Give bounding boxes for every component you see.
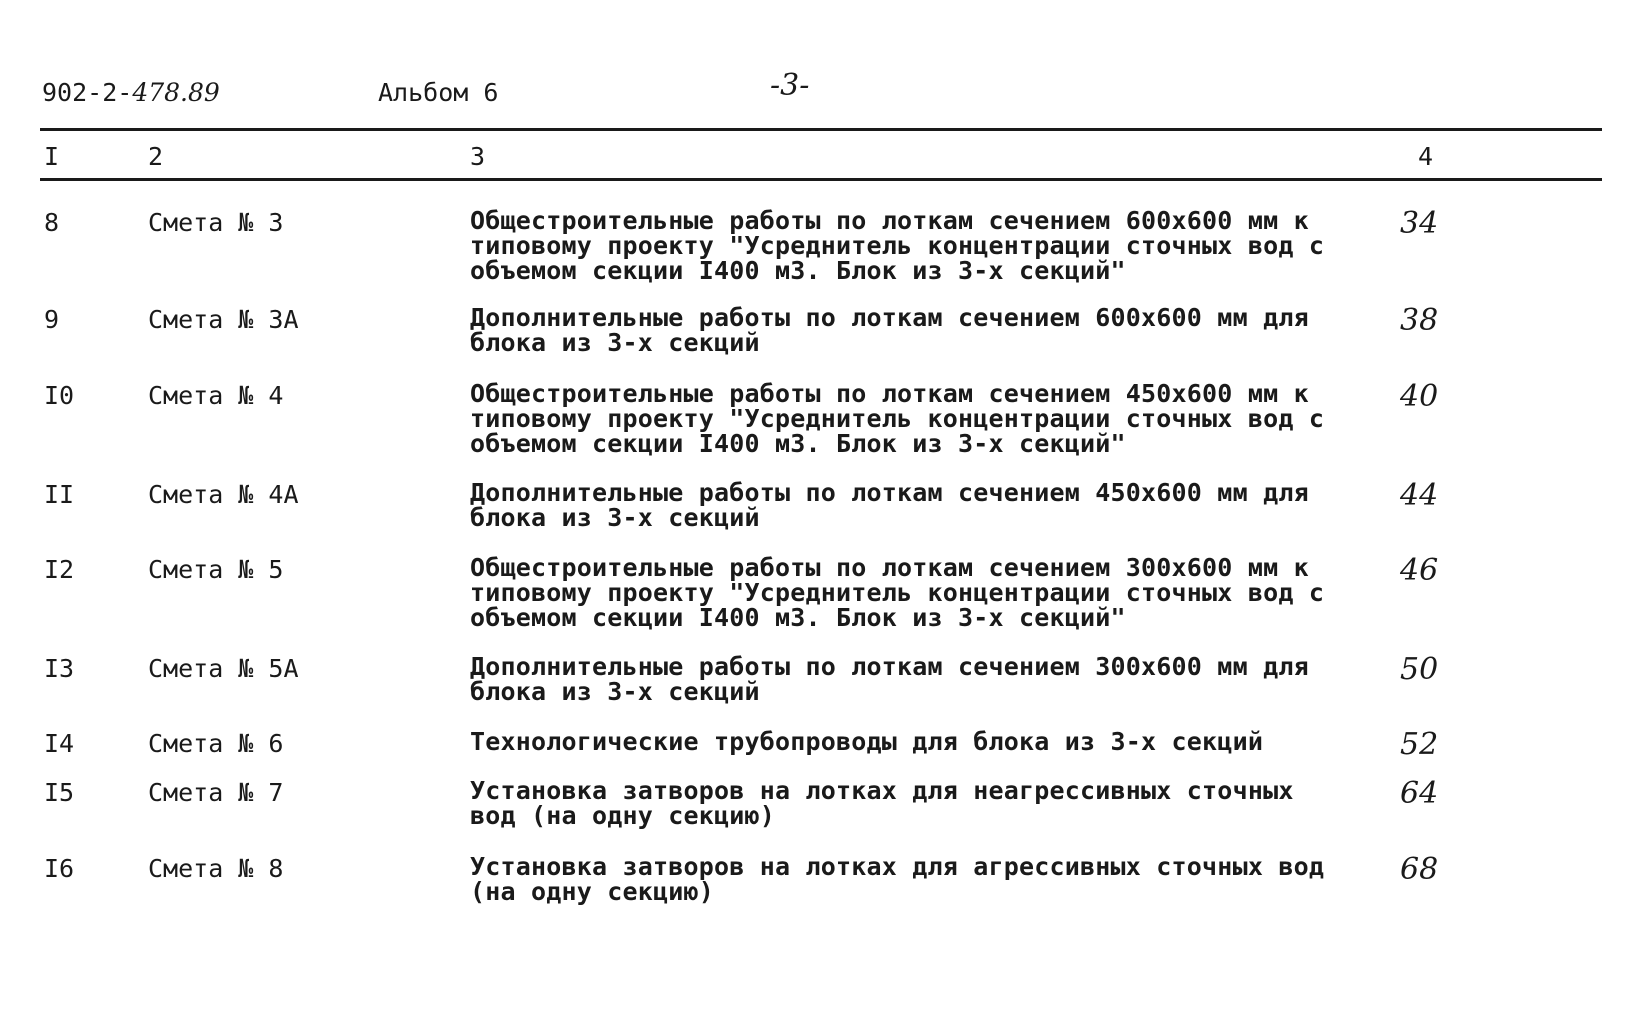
table-header-rule: [40, 178, 1602, 181]
row-number: II: [44, 480, 75, 509]
row-number: I6: [44, 854, 75, 883]
page-ref: 44: [1400, 478, 1439, 513]
estimate-name: Смета № 3А: [148, 305, 299, 334]
column-header-4: 4: [1418, 142, 1434, 171]
estimate-name: Смета № 5А: [148, 654, 299, 683]
page-ref: 64: [1400, 776, 1439, 811]
estimate-name: Смета № 3: [148, 208, 284, 237]
row-number: I4: [44, 729, 75, 758]
document-code-handwritten: 478.89: [132, 78, 220, 107]
work-description: Общестроительные работы по лоткам сечением 600x600 мм к типовому проекту "Усреднитель концентрации сточных вод с объемом секции I400 м3. Блок из 3-х секций": [470, 206, 1325, 285]
estimate-name: Смета № 8: [148, 854, 284, 883]
work-description: Дополнительные работы по лоткам сечением 300x600 мм для блока из 3-х секций: [470, 652, 1309, 706]
work-description: Дополнительные работы по лоткам сечением 600x600 мм для блока из 3-х секций: [470, 303, 1309, 357]
work-description: Технологические трубопроводы для блока из 3-х секций: [470, 727, 1264, 756]
page-number: -3-: [770, 68, 810, 103]
estimate-name: Смета № 4А: [148, 480, 299, 509]
work-description: Общестроительные работы по лоткам сечением 450x600 мм к типовому проекту "Усреднитель концентрации сточных вод с объемом секции I400 м3. Блок из 3-х секций": [470, 379, 1325, 458]
page-ref: 68: [1400, 852, 1439, 887]
document-code-printed: 902-2-: [42, 78, 133, 107]
estimate-name: Смета № 7: [148, 778, 284, 807]
row-number: I0: [44, 381, 75, 410]
column-header-3: 3: [470, 142, 486, 171]
row-number: I3: [44, 654, 75, 683]
estimate-name: Смета № 5: [148, 555, 284, 584]
album-label: Альбом 6: [378, 78, 499, 107]
work-description: Дополнительные работы по лоткам сечением 450x600 мм для блока из 3-х секций: [470, 478, 1309, 532]
work-description: Общестроительные работы по лоткам сечением 300x600 мм к типовому проекту "Усреднитель концентрации сточных вод с объемом секции I400 м3. Блок из 3-х секций": [470, 553, 1325, 632]
page-ref: 40: [1400, 379, 1439, 414]
page-ref: 50: [1400, 652, 1439, 687]
estimate-name: Смета № 4: [148, 381, 284, 410]
page-ref: 38: [1400, 303, 1439, 338]
row-number: I5: [44, 778, 75, 807]
column-header-2: 2: [148, 142, 164, 171]
work-description: Установка затворов на лотках для неагрессивных сточных вод (на одну секцию): [470, 776, 1294, 830]
page-ref: 46: [1400, 553, 1439, 588]
row-number: 9: [44, 305, 60, 334]
column-header-1: I: [44, 142, 60, 171]
page-ref: 34: [1400, 206, 1439, 241]
work-description: Установка затворов на лотках для агрессивных сточных вод (на одну секцию): [470, 852, 1325, 906]
row-number: 8: [44, 208, 60, 237]
table-top-rule: [40, 128, 1602, 131]
document-code: [42, 78, 220, 107]
estimate-name: Смета № 6: [148, 729, 284, 758]
row-number: I2: [44, 555, 75, 584]
page-ref: 52: [1400, 727, 1439, 762]
